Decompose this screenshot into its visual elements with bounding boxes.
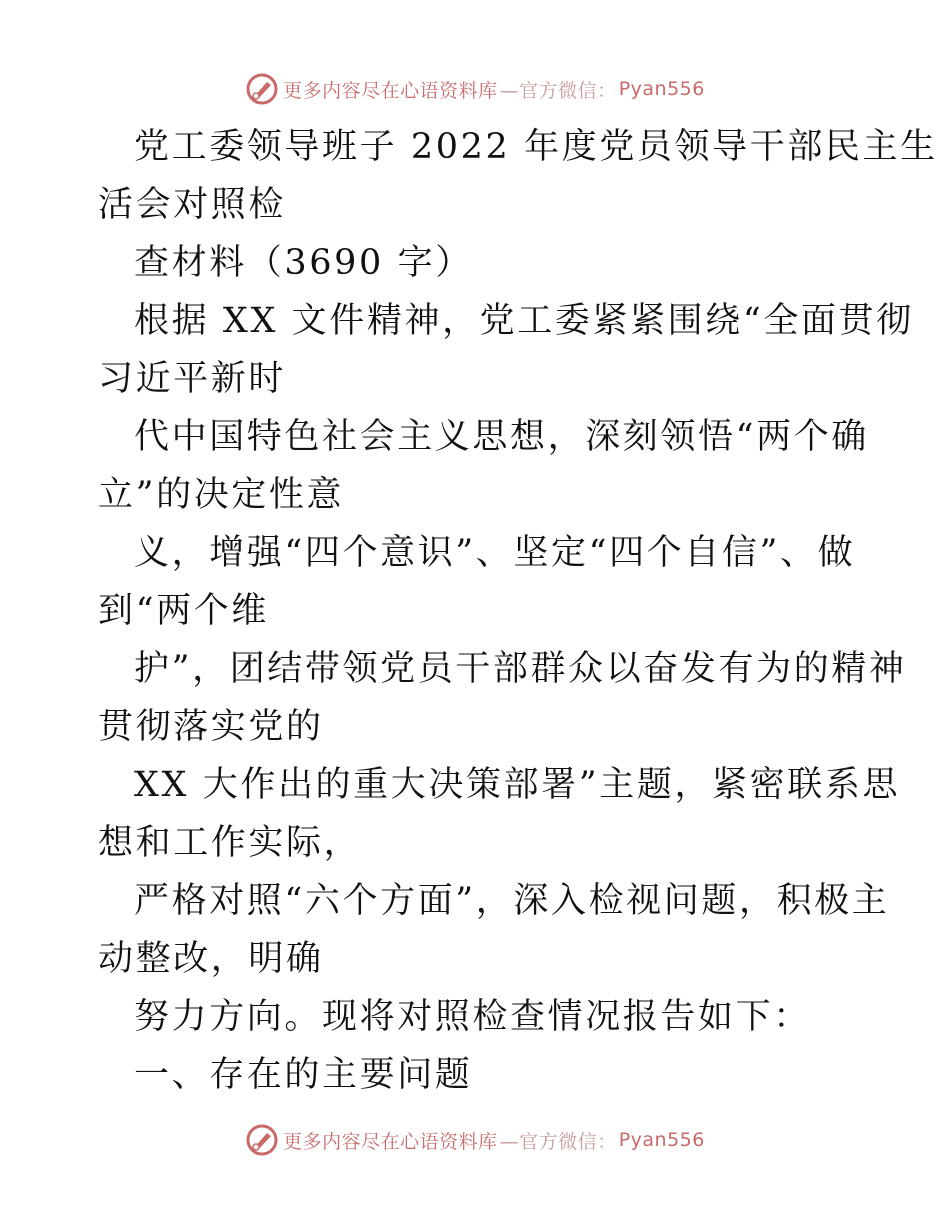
paragraph-line: 到“两个维 — [98, 591, 269, 631]
paragraph-line: 护”，团结带领党员干部群众以奋发有为的精神 — [134, 649, 907, 689]
watermark-header — [0, 69, 950, 109]
watermark-wechat-id: Pyan556 — [618, 78, 705, 100]
paragraph-line: 动整改，明确 — [98, 939, 324, 979]
watermark-official-label: —官方微信： — [499, 1130, 617, 1153]
paragraph-line: 贯彻落实党的 — [98, 707, 324, 747]
title-line-3: 查材料（3690 字） — [134, 243, 473, 283]
watermark-footer — [0, 1120, 950, 1160]
paragraph-line: 根据 XX 文件精神，党工委紧紧围绕“全面贯彻 — [134, 301, 914, 341]
paragraph-line: 努力方向。现将对照检查情况报告如下： — [134, 997, 811, 1037]
section-heading: 一、存在的主要问题 — [134, 1055, 473, 1095]
title-line-2: 活会对照检 — [98, 185, 287, 225]
watermark-title: 更多内容尽在心语资料库 — [283, 1130, 498, 1153]
paragraph-line: 想和工作实际， — [98, 823, 362, 863]
pen-seal-icon — [245, 72, 279, 106]
title-line-1: 党工委领导班子 2022 年度党员领导干部民主生 — [134, 127, 938, 167]
paragraph-line: XX 大作出的重大决策部署”主题，紧密联系思 — [134, 765, 901, 805]
paragraph-line: 严格对照“六个方面”，深入检视问题，积极主 — [134, 881, 890, 921]
watermark-title: 更多内容尽在心语资料库 — [283, 79, 498, 102]
paragraph-line: 代中国特色社会主义思想，深刻领悟“两个确 — [134, 417, 869, 457]
paragraph-line: 义，增强“四个意识”、坚定“四个自信”、做 — [134, 533, 856, 573]
pen-seal-icon — [245, 1123, 279, 1157]
paragraph-line: 习近平新时 — [98, 359, 287, 399]
watermark-official-label: —官方微信： — [499, 79, 617, 102]
watermark-wechat-id: Pyan556 — [618, 1129, 705, 1151]
paragraph-line: 立”的决定性意 — [98, 475, 345, 515]
